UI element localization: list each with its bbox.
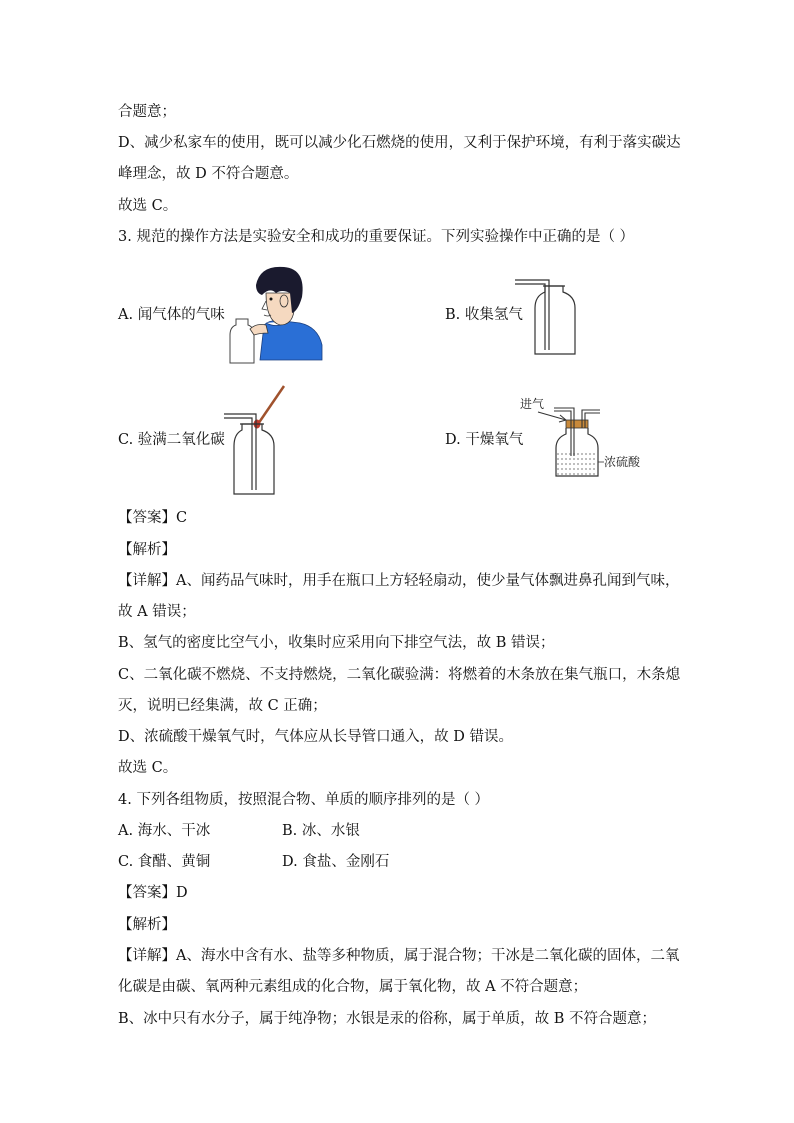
text-line: B、氢气的密度比空气小，收集时应采用向下排空气法，故 B 错误； [118,635,555,651]
sulfuric-acid-label: 浓硫酸 [604,455,641,469]
answer-4: 【答案】D [118,885,188,901]
analysis-heading: 【解析】 [118,917,176,933]
text-line: D、浓硫酸干燥氧气时，气体应从长导管口通入，故 D 错误。 [118,729,513,745]
text-line: B、冰中只有水分子，属于纯净物；水银是汞的俗称，属于单质，故 B 不符合题意； [118,1011,657,1027]
question-4: 4. 下列各组物质，按照混合物、单质的顺序排列的是（ ） [118,792,490,808]
text-line: 【详解】A、闻药品气味时，用手在瓶口上方轻轻扇动，使少量气体飘进鼻孔闻到气味， [118,573,680,589]
text-line: 化碳是由碳、氧两种元素组成的化合物，属于氧化物，故 A 不符合题意； [118,979,588,995]
collect-hydrogen-illustration [515,276,585,356]
q4-option-d: D. 食盐、金刚石 [282,854,390,870]
gas-in-label: 进气 [520,397,545,411]
text-line: 【详解】A、海水中含有水、盐等多种物质，属于混合物；干冰是二氧化碳的固体，二氧 [118,948,680,964]
text-line: C、二氧化碳不燃烧、不支持燃烧，二氧化碳验满：将燃着的木条放在集气瓶口，木条熄 [118,667,681,683]
q3-option-d: D. 干燥氧气 [445,432,524,448]
text-line: 峰理念，故 D 不符合题意。 [118,166,299,182]
analysis-heading: 【解析】 [118,542,176,558]
text-line: D、减少私家车的使用，既可以减少化石燃烧的使用，又利于保护环境，有利于落实碳达 [118,135,681,151]
q4-option-c: C. 食醋、黄铜 [118,854,211,870]
text-line: 合题意； [118,104,176,120]
text-line: 故 A 错误； [118,604,196,620]
smell-gas-illustration [226,263,326,363]
dry-oxygen-illustration [520,396,641,478]
text-line: 故选 C。 [118,760,178,776]
q4-option-a: A. 海水、干冰 [118,823,211,839]
text-line: 故选 C。 [118,198,178,214]
question-3: 3. 规范的操作方法是实验安全和成功的重要保证。下列实验操作中正确的是（ ） [118,229,635,245]
q3-option-b: B. 收集氢气 [445,307,523,323]
q4-option-b: B. 冰、水银 [282,823,360,839]
answer-3: 【答案】C [118,510,188,526]
co2-full-test-illustration [224,384,304,496]
q3-option-c: C. 验满二氧化碳 [118,432,225,448]
text-line: 灭，说明已经集满，故 C 正确； [118,698,327,714]
q3-option-a: A. 闻气体的气味 [118,307,225,323]
